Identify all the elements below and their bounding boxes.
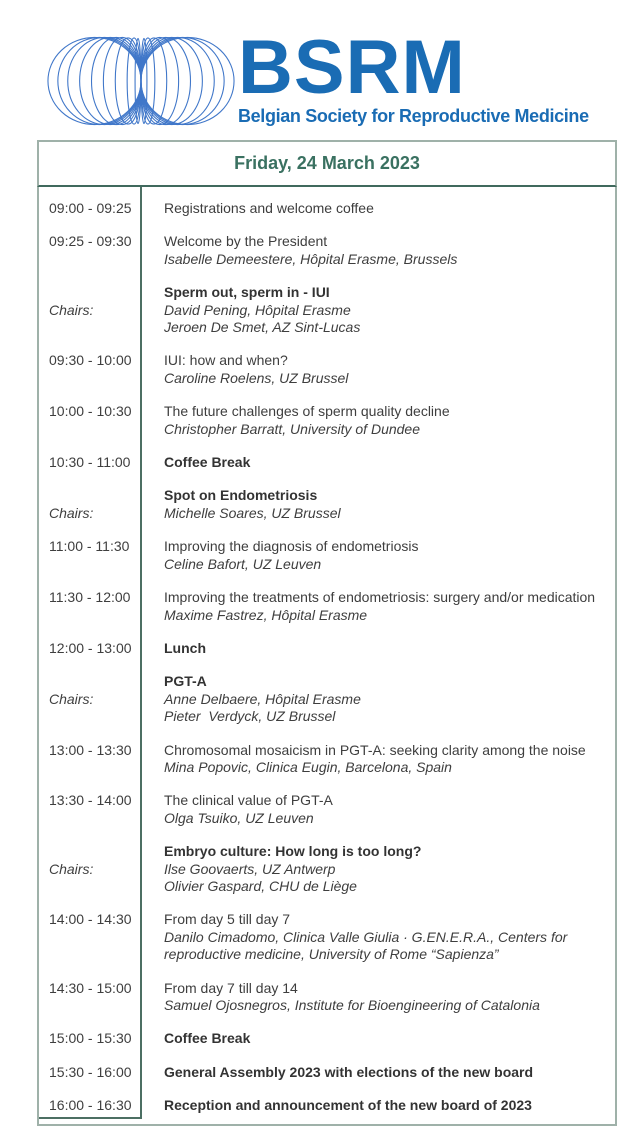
schedule-row	[39, 538, 615, 573]
time-slot-label: 11:30 - 12:00	[49, 589, 131, 606]
talk-title: IUI: how and when?	[164, 352, 288, 369]
session-details	[142, 589, 615, 624]
talk-title: The clinical value of PGT-A	[164, 792, 333, 809]
speaker-name: Christopher Barratt, University of Dundee	[164, 420, 420, 437]
schedule-row	[39, 1064, 615, 1081]
time-slot-label: 10:00 - 10:30	[49, 403, 132, 420]
date-banner-label: Friday, 24 March 2023	[234, 153, 420, 173]
session-title: Sperm out, sperm in - IUI	[164, 284, 330, 301]
session-details	[142, 1064, 615, 1081]
talk-title: The future challenges of sperm quality decline	[164, 403, 450, 420]
brand-text	[238, 25, 618, 127]
speaker-name: Anne Delbaere, Hôpital Erasme	[164, 690, 361, 707]
talk-title: Chromosomal mosaicism in PGT-A: seeking clarity among the noise	[164, 741, 586, 758]
session-chairs-row	[39, 487, 615, 522]
session-details	[142, 911, 615, 963]
schedule-table	[37, 187, 617, 1126]
torus-field-lines-icon	[44, 34, 238, 128]
time-slot-label: 09:00 - 09:25	[49, 200, 132, 216]
session-details	[142, 284, 615, 336]
session-title: Coffee Break	[164, 454, 251, 471]
session-details	[142, 742, 615, 777]
talk-title: Welcome by the President	[164, 233, 328, 250]
date-banner	[37, 140, 617, 187]
brand-acronym: BSRM	[238, 25, 466, 110]
talk-title: Improving the treatments of endometriosis: surgery and/or medication	[164, 589, 596, 606]
schedule-row	[39, 200, 615, 217]
schedule-row	[39, 792, 615, 827]
time-slot-label: 15:30 - 16:00	[49, 1063, 132, 1080]
chairs-label: Chairs:	[49, 504, 94, 521]
speaker-name: Danilo Cimadomo, Clinica Valle Giulia · G.EN.E.R.A., Centers for reproductive medicine, University of Rome “Sapienza”	[164, 928, 572, 963]
session-details	[142, 200, 615, 217]
schedule-row	[39, 454, 615, 471]
schedule-rows	[39, 187, 615, 1131]
session-title: Embryo culture: How long is too long?	[164, 843, 422, 860]
talk-title: From day 7 till day 14	[164, 979, 298, 996]
session-title: Reception and announcement of the new board of 2023	[164, 1097, 532, 1114]
talk-title: Registrations and welcome coffee	[164, 200, 374, 216]
chairs-label: Chairs:	[49, 690, 94, 707]
time-slot-label: 15:00 - 15:30	[49, 1030, 132, 1047]
speaker-name: Jeroen De Smet, AZ Sint-Lucas	[164, 319, 361, 336]
session-details	[142, 792, 615, 827]
speaker-name: Maxime Fastrez, Hôpital Erasme	[164, 606, 368, 623]
session-title: Spot on Endometriosis	[164, 487, 318, 504]
session-chairs-row	[39, 673, 615, 725]
schedule-row	[39, 980, 615, 1015]
session-chairs-row	[39, 284, 615, 336]
time-slot-label: 14:30 - 15:00	[49, 979, 132, 996]
time-slot-label: 13:30 - 14:00	[49, 792, 132, 809]
speaker-name: Isabelle Demeestere, Hôpital Erasme, Brussels	[164, 250, 458, 267]
session-details	[142, 843, 615, 895]
schedule-row	[39, 1030, 615, 1047]
chairs-label: Chairs:	[49, 301, 94, 318]
speaker-name: Olga Tsuiko, UZ Leuven	[164, 809, 314, 826]
schedule-row	[39, 403, 615, 438]
time-slot-label: 09:25 - 09:30	[49, 233, 132, 250]
time-slot-label: 09:30 - 10:00	[49, 352, 132, 369]
session-details	[142, 403, 615, 438]
schedule-row	[39, 742, 615, 777]
time-slot-label: 14:00 - 14:30	[49, 911, 132, 928]
schedule-row	[39, 233, 615, 268]
session-details	[142, 673, 615, 725]
session-details	[142, 454, 615, 471]
session-details	[142, 233, 615, 268]
session-details	[142, 980, 615, 1015]
speaker-name: Celine Bafort, UZ Leuven	[164, 555, 322, 572]
time-slot-label: 16:00 - 16:30	[49, 1097, 132, 1114]
session-title: Lunch	[164, 639, 206, 656]
time-slot-label: 12:00 - 13:00	[49, 639, 132, 656]
schedule-row	[39, 1097, 615, 1114]
speaker-name: Caroline Roelens, UZ Brussel	[164, 369, 349, 386]
session-title: General Assembly 2023 with elections of the new board	[164, 1063, 534, 1080]
session-details	[142, 538, 615, 573]
session-title: Coffee Break	[164, 1030, 251, 1047]
session-chairs-row	[39, 843, 615, 895]
speaker-name: David Pening, Hôpital Erasme	[164, 301, 351, 318]
time-slot-label: 13:00 - 13:30	[49, 741, 132, 758]
brand-subtitle: Belgian Society for Reproductive Medicine	[238, 106, 589, 126]
session-details	[142, 487, 615, 522]
schedule-row	[39, 589, 615, 624]
session-details	[142, 1030, 615, 1047]
time-slot-label: 11:00 - 11:30	[49, 538, 130, 555]
speaker-name: Mina Popovic, Clinica Eugin, Barcelona, Spain	[164, 758, 452, 775]
chairs-label: Chairs:	[49, 860, 94, 877]
talk-title: Improving the diagnosis of endometriosis	[164, 538, 419, 555]
time-slot-label: 10:30 - 11:00	[49, 454, 131, 471]
speaker-name: Ilse Goovaerts, UZ Antwerp	[164, 860, 336, 877]
speaker-name: Olivier Gaspard, CHU de Liège	[164, 877, 357, 894]
session-details	[142, 352, 615, 387]
session-details	[142, 640, 615, 657]
talk-title: From day 5 till day 7	[164, 911, 291, 928]
speaker-name: Michelle Soares, UZ Brussel	[164, 504, 341, 521]
schedule-row	[39, 911, 615, 963]
session-title: PGT-A	[164, 673, 207, 690]
speaker-name: Samuel Ojosnegros, Institute for Bioengineering of Catalonia	[164, 997, 540, 1013]
schedule-row	[39, 640, 615, 657]
speaker-name: Pieter Verdyck, UZ Brussel	[164, 708, 336, 725]
schedule-row	[39, 352, 615, 387]
session-details	[142, 1097, 615, 1114]
